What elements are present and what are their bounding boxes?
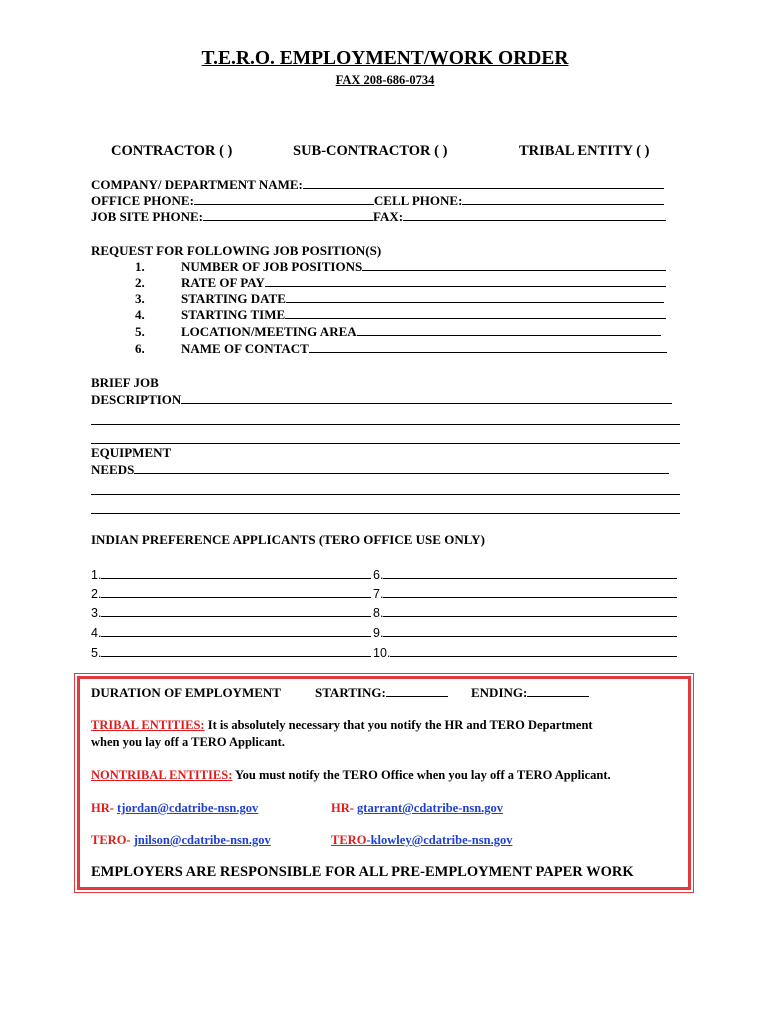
cell-phone-label: CELL PHONE: [373,193,463,208]
applicant-field[interactable] [101,586,371,598]
request-item-field[interactable] [286,291,664,303]
request-item [181,291,664,307]
request-heading: REQUEST FOR FOLLOWING JOB POSITION(S) [91,243,382,258]
applicant-field[interactable] [383,625,677,637]
applicant-row [373,625,677,640]
applicant-row [91,605,371,620]
request-num: 2. [135,275,145,290]
nontribal-notice [91,768,611,783]
applicant-field[interactable] [390,645,677,657]
ending-label: ENDING: [471,685,528,700]
description-line[interactable] [91,424,680,425]
applicant-row [373,586,677,601]
subcontractor-option[interactable]: SUB-CONTRACTOR ( ) [293,143,448,159]
office-phone-label: OFFICE PHONE: [91,193,194,208]
request-num: 3. [135,291,145,306]
applicant-field[interactable] [383,586,677,598]
applicant-field[interactable] [383,567,677,579]
request-item-label: LOCATION/MEETING AREA [181,324,357,339]
job-site-phone-field[interactable] [203,209,373,221]
applicant-field[interactable] [101,605,371,617]
applicant-row [91,625,371,640]
request-item [181,324,661,340]
contact-tero-2 [331,833,512,848]
applicant-num: 4. [91,626,102,640]
applicant-num: 3. [91,606,102,620]
applicant-row [91,567,371,582]
responsibility-footer: EMPLOYERS ARE RESPONSIBLE FOR ALL PRE-EMPLOYMENT PAPER WORK [91,864,634,880]
request-num: 1. [135,259,145,274]
equipment-label-1: EQUIPMENT [91,445,172,460]
applicant-num: 1. [91,568,102,582]
description-line[interactable] [91,443,680,444]
equipment-line[interactable] [91,513,680,514]
applicant-row [91,586,371,601]
request-item-label: NAME OF CONTACT [181,341,309,356]
applicant-row [373,567,677,582]
request-item-field[interactable] [357,324,661,336]
tribal-text: It is absolutely necessary that you notify the HR and TERO Department [204,718,593,732]
request-item-field[interactable] [362,259,666,271]
request-num: 6. [135,341,145,356]
description-label-2: DESCRIPTION [91,392,182,407]
office-phone-field[interactable] [194,193,374,205]
ending-row [471,685,589,701]
applicant-num: 5. [91,646,102,660]
contact-prefix: TERO [331,833,367,847]
applicant-num: 10. [373,646,391,660]
form-title: T.E.R.O. EMPLOYMENT/WORK ORDER [201,48,569,69]
company-row [91,177,664,193]
contact-prefix: TERO- [91,833,134,847]
jobsite-row [91,209,666,225]
email-link[interactable]: -klowley@cdatribe-nsn.gov [366,833,513,847]
request-item-field[interactable] [265,275,666,287]
fax-label: FAX: [372,209,404,224]
request-num: 5. [135,324,145,339]
request-item [181,341,667,357]
contractor-option[interactable]: CONTRACTOR ( ) [111,143,233,159]
starting-row [315,685,448,701]
equipment-label-2: NEEDS [91,462,135,477]
tribal-label: TRIBAL ENTITIES: [91,718,205,732]
applicants-heading: INDIAN PREFERENCE APPLICANTS (TERO OFFICE USE ONLY) [91,532,485,547]
contact-prefix: HR- [331,801,358,815]
applicant-row [91,645,371,660]
ending-field[interactable] [527,685,589,697]
request-item-label: RATE OF PAY [181,275,265,290]
applicant-num: 6. [373,568,384,582]
request-item [181,307,666,323]
fax-number: FAX 208-686-0734 [335,73,435,87]
request-item-field[interactable] [285,307,666,319]
applicant-num: 9. [373,626,384,640]
request-item-field[interactable] [309,341,667,353]
notice-box [77,676,691,890]
applicant-row [373,605,677,620]
description-field[interactable] [181,392,672,404]
email-link[interactable]: jnilson@cdatribe-nsn.gov [133,833,271,847]
applicant-field[interactable] [101,567,371,579]
applicant-field[interactable] [101,625,371,637]
contact-hr-2 [331,801,503,816]
starting-field[interactable] [386,685,448,697]
tribal-notice [91,718,593,733]
email-link[interactable]: gtarrant@cdatribe-nsn.gov [357,801,504,815]
duration-label: DURATION OF EMPLOYMENT [91,685,281,700]
equipment-row [91,462,669,478]
email-link[interactable]: tjordan@cdatribe-nsn.gov [117,801,259,815]
equipment-line[interactable] [91,494,680,495]
tribal-text-2: when you lay off a TERO Applicant. [91,735,285,749]
request-item-label: STARTING DATE [181,291,286,306]
applicant-row [373,645,677,660]
description-label-1: BRIEF JOB [91,375,159,390]
nontribal-text: You must notify the TERO Office when you lay off a TERO Applicant. [232,768,611,782]
tribal-entity-option[interactable]: TRIBAL ENTITY ( ) [519,143,650,159]
request-item-label: NUMBER OF JOB POSITIONS [181,259,363,274]
phone-row [91,193,664,209]
contact-prefix: HR- [91,801,118,815]
applicant-field[interactable] [383,605,677,617]
contact-tero-1 [91,833,271,848]
applicant-num: 2. [91,587,102,601]
cell-phone-field[interactable] [462,193,664,205]
starting-label: STARTING: [315,685,386,700]
request-item [181,275,666,291]
request-item [181,259,666,275]
fax-field[interactable] [403,209,666,221]
request-num: 4. [135,307,145,322]
request-item-label: STARTING TIME [181,307,286,322]
applicant-num: 8. [373,606,384,620]
description-row [91,392,672,408]
applicant-field[interactable] [101,645,371,657]
contact-hr-1 [91,801,258,816]
company-label: COMPANY/ DEPARTMENT NAME: [91,177,303,192]
applicant-num: 7. [373,587,384,601]
job-site-phone-label: JOB SITE PHONE: [91,209,203,224]
equipment-field[interactable] [134,462,669,474]
nontribal-label: NONTRIBAL ENTITIES: [91,768,233,782]
company-field[interactable] [303,177,664,189]
